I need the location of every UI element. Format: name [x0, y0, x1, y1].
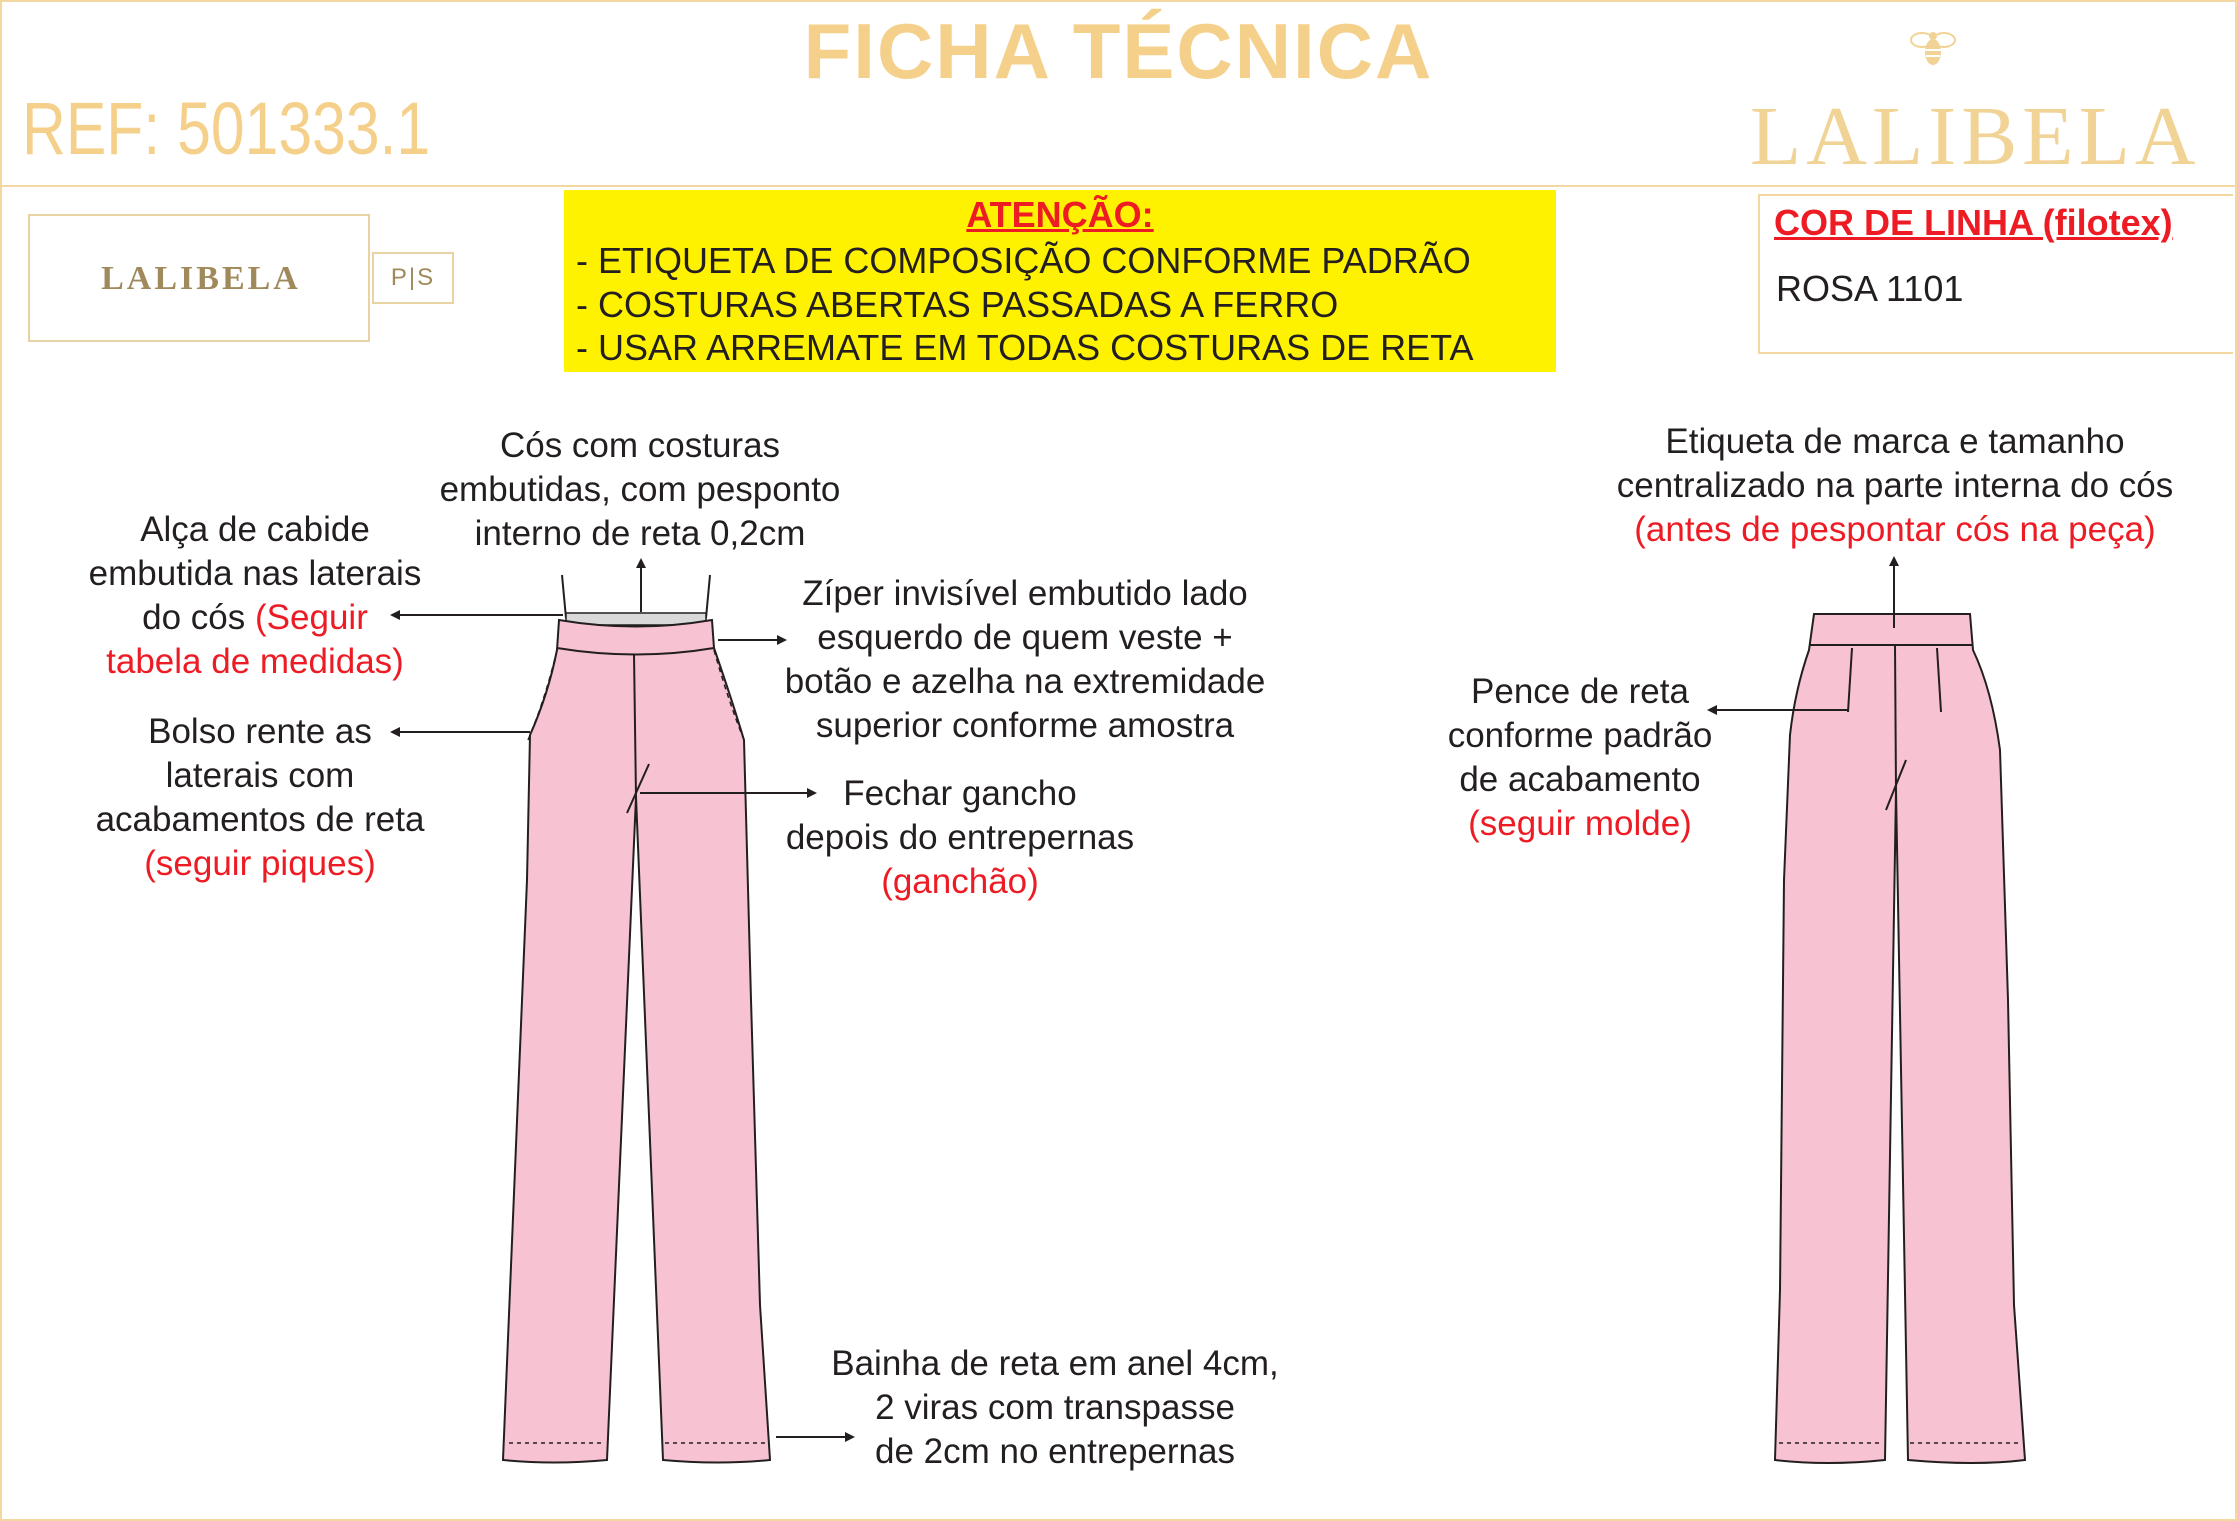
attention-title: ATENÇÃO: — [966, 194, 1154, 235]
attention-line-1: - ETIQUETA DE COMPOSIÇÃO CONFORME PADRÃO — [576, 240, 1471, 281]
back-trousers-drawing — [1775, 614, 2025, 1463]
crotch-note: Fechar gancho depois do entrepernas (ganchão) — [785, 774, 1135, 901]
attention-line-2: - COSTURAS ABERTAS PASSADAS A FERRO — [576, 284, 1339, 325]
thread-color-title: COR DE LINHA (filotex) — [1774, 202, 2173, 243]
attention-line-3: - USAR ARREMATE EM TODAS COSTURAS DE RETA — [576, 327, 1474, 368]
hem-note: Bainha de reta em anel 4cm, 2 viras com transpasse de 2cm no entrepernas — [831, 1344, 1279, 1471]
brand-label-note: Etiqueta de marca e tamanho centralizado na parte interna do cós (antes de pespontar cós na peça) — [1616, 422, 2174, 549]
waistband-note: Cós com costuras embutidas, com pesponto interno de reta 0,2cm — [439, 426, 841, 553]
dart-note: Pence de reta conforme padrão de acabamento (seguir molde) — [1447, 672, 1713, 843]
brand-logo: LALIBELA — [1750, 90, 2201, 183]
reference-code: REF: 501333.1 — [22, 87, 431, 170]
hanger-loop-note: Alça de cabide embutida nas laterais do cós (Seguir tabela de medidas) — [88, 510, 422, 681]
zipper-note: Zíper invisível embutido lado esquerdo de quem veste + botão e azelha na extremidade superior conforme amostra — [784, 574, 1266, 745]
thread-color-value: ROSA 1101 — [1776, 268, 1964, 309]
pocket-note: Bolso rente as laterais com acabamentos de reta (seguir piques) — [95, 712, 425, 883]
size-label-sample: P|S — [372, 252, 454, 304]
page-title: FICHA TÉCNICA — [803, 7, 1434, 95]
front-trousers-drawing — [503, 575, 770, 1463]
label-brand-text: LALIBELA — [101, 260, 301, 297]
